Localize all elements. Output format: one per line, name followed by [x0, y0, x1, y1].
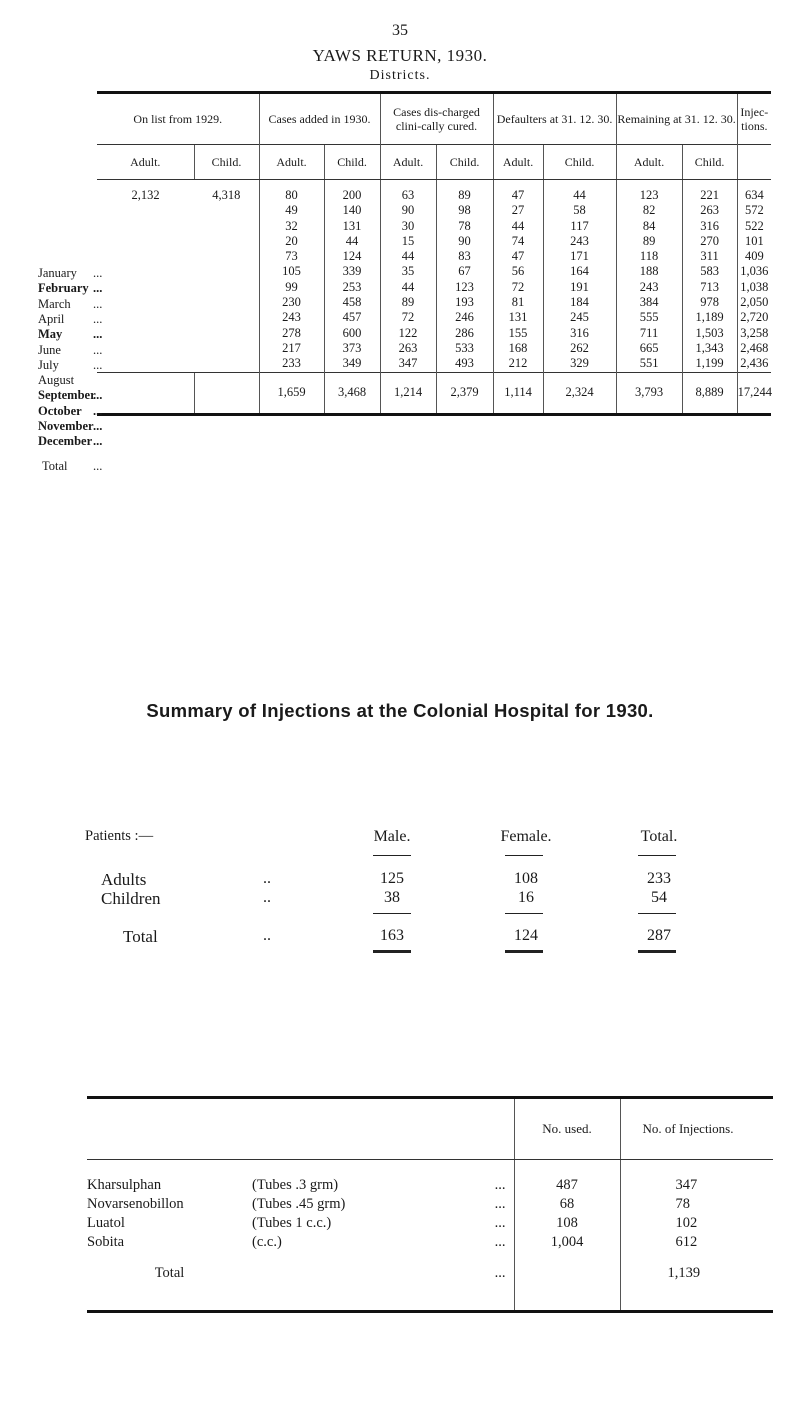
cell-onlist-child [194, 249, 259, 264]
header-on-list: On list from 1929. [97, 93, 259, 145]
cell-remaining-child: 1,503 [682, 326, 737, 341]
cell-defaulters-child: 117 [543, 219, 616, 234]
subheader-adult: Adult. [616, 145, 682, 180]
subheader-adult: Adult. [97, 145, 194, 180]
cell-onlist-adult [97, 203, 194, 218]
cell-added-adult: 49 [259, 203, 324, 218]
table-row [87, 1214, 773, 1233]
no-injections: 102 [620, 1214, 773, 1233]
rule [638, 855, 676, 856]
cell-defaulters-adult: 155 [493, 326, 543, 341]
leader-dots: ... [93, 434, 103, 449]
month-name: December [38, 434, 93, 449]
no-injections: 347 [620, 1160, 773, 1196]
leader-dots: ... [93, 388, 103, 403]
cell-injections: 1,036 [737, 264, 771, 279]
cell-added-adult: 233 [259, 356, 324, 372]
drug-detail: (Tubes 1 c.c.) [252, 1215, 332, 1231]
table-row [97, 234, 771, 249]
month-name: November [38, 419, 94, 433]
injections-table [87, 1096, 773, 1313]
cell-onlist-child [194, 356, 259, 372]
page-title: YAWS RETURN, 1930. [312, 46, 488, 65]
cell-discharged-adult: 72 [380, 310, 436, 325]
drug-detail: (c.c.) [252, 1234, 282, 1250]
cell-injections: 3,258 [737, 326, 771, 341]
cell-onlist-child [194, 264, 259, 279]
rule [505, 913, 543, 914]
total-injections: 1,139 [620, 1252, 773, 1312]
table-row [97, 295, 771, 310]
cell-defaulters-adult: 47 [493, 180, 543, 204]
cell-discharged-child: 193 [436, 295, 493, 310]
total-defaulters-child: 2,324 [543, 372, 616, 414]
col-male: Male. [373, 828, 411, 845]
cell-remaining-child: 270 [682, 234, 737, 249]
cell-defaulters-child: 262 [543, 341, 616, 356]
subheader-adult: Adult. [380, 145, 436, 180]
children-total: 54 [651, 889, 667, 906]
no-injections: 612 [620, 1233, 773, 1252]
cell-added-child: 373 [324, 341, 380, 356]
leader-dots: ... [93, 459, 103, 473]
cell-added-child: 339 [324, 264, 380, 279]
leader-dots: ... [93, 403, 103, 418]
cell-remaining-adult: 118 [616, 249, 682, 264]
cell-discharged-adult: 347 [380, 356, 436, 372]
cell-defaulters-adult: 168 [493, 341, 543, 356]
cell-added-adult: 32 [259, 219, 324, 234]
cell-onlist-child [194, 234, 259, 249]
cell-injections: 572 [737, 203, 771, 218]
month-label [38, 312, 158, 327]
cell-injections: 634 [737, 180, 771, 204]
col-female: Female. [500, 828, 552, 845]
cell-discharged-child: 286 [436, 326, 493, 341]
cell-remaining-child: 1,343 [682, 341, 737, 356]
drug-detail: (Tubes .45 grm) [252, 1196, 346, 1212]
cell-added-child: 200 [324, 180, 380, 204]
subheader-child: Child. [324, 145, 380, 180]
cell-defaulters-adult: 81 [493, 295, 543, 310]
cell-remaining-adult: 711 [616, 326, 682, 341]
subheader-child: Child. [436, 145, 493, 180]
month-label [38, 388, 158, 403]
leader-dots: .. [263, 927, 271, 944]
cell-defaulters-child: 191 [543, 280, 616, 295]
header-defaulters: Defaulters at 31. 12. 30. [493, 93, 616, 145]
table-row [97, 264, 771, 279]
cell-onlist-adult: 2,132 [131, 188, 160, 202]
page-subtitle: Districts. [369, 68, 431, 83]
cell-remaining-child: 1,189 [682, 310, 737, 325]
leader-dots: ... [93, 281, 103, 296]
double-rule [373, 950, 411, 953]
cell-onlist-child [194, 310, 259, 325]
total-female: 124 [514, 927, 538, 944]
drug-name: Kharsulphan [87, 1177, 162, 1193]
cell-remaining-adult: 188 [616, 264, 682, 279]
table-row [87, 1233, 773, 1252]
cell-remaining-adult: 665 [616, 341, 682, 356]
month-name: March [38, 296, 71, 311]
cell-added-child: 458 [324, 295, 380, 310]
cell-defaulters-child: 58 [543, 203, 616, 218]
table-row [97, 180, 771, 204]
table-row [87, 1160, 773, 1196]
total-label: Total [87, 1252, 252, 1312]
cell-remaining-adult: 89 [616, 234, 682, 249]
cell-discharged-adult: 44 [380, 249, 436, 264]
month-label [38, 419, 158, 434]
month-label [38, 404, 158, 419]
table-row [97, 280, 771, 295]
children-female: 16 [518, 889, 534, 906]
cell-remaining-child: 221 [682, 180, 737, 204]
cell-remaining-child: 583 [682, 264, 737, 279]
cell-added-child: 253 [324, 280, 380, 295]
cell-discharged-adult: 30 [380, 219, 436, 234]
table-row [97, 356, 771, 372]
leader-dots: ... [402, 1252, 514, 1312]
total-discharged-adult: 1,214 [380, 372, 436, 414]
cell-added-child: 44 [324, 234, 380, 249]
total-defaulters-adult: 1,114 [493, 372, 543, 414]
total-injections: 17,244 [737, 372, 771, 414]
total-added-child: 3,468 [324, 372, 380, 414]
leader-dots: .. [263, 889, 271, 906]
cell-onlist-child [194, 203, 259, 218]
cell-discharged-adult: 35 [380, 264, 436, 279]
cell-onlist-child [194, 219, 259, 234]
cell-injections: 101 [737, 234, 771, 249]
double-rule [638, 950, 676, 953]
table-row [97, 249, 771, 264]
cell-injections: 522 [737, 219, 771, 234]
cell-discharged-child: 83 [436, 249, 493, 264]
cell-added-child: 140 [324, 203, 380, 218]
row-total-label: Total [123, 927, 158, 946]
no-injections: 78 [620, 1195, 773, 1214]
cell-discharged-child: 78 [436, 219, 493, 234]
cell-defaulters-adult: 27 [493, 203, 543, 218]
cell-defaulters-child: 184 [543, 295, 616, 310]
cell-defaulters-child: 329 [543, 356, 616, 372]
cell-discharged-child: 533 [436, 341, 493, 356]
total-row [87, 1252, 773, 1312]
cell-discharged-child: 90 [436, 234, 493, 249]
rule [638, 913, 676, 914]
total-remaining-adult: 3,793 [616, 372, 682, 414]
leader-dots: ... [93, 419, 103, 433]
cell-added-adult: 80 [259, 180, 324, 204]
cell-added-adult: 217 [259, 341, 324, 356]
total-discharged-child: 2,379 [436, 372, 493, 414]
subheader-child: Child. [194, 145, 259, 180]
month-label [38, 281, 158, 296]
table-row [97, 310, 771, 325]
cell-defaulters-adult: 72 [493, 280, 543, 295]
drug-name: Luatol [87, 1215, 125, 1231]
total-row [97, 372, 771, 414]
cell-injections: 2,468 [737, 341, 771, 356]
cell-remaining-adult: 384 [616, 295, 682, 310]
cell-added-adult: 230 [259, 295, 324, 310]
leader-dots: ... [494, 1196, 506, 1212]
drug-name: Novarsenobillon [87, 1196, 184, 1212]
month-label [38, 358, 158, 373]
cell-remaining-adult: 551 [616, 356, 682, 372]
no-used: 68 [514, 1195, 620, 1214]
cell-remaining-child: 316 [682, 219, 737, 234]
table-row [97, 219, 771, 234]
cell-defaulters-adult: 212 [493, 356, 543, 372]
cell-added-adult: 105 [259, 264, 324, 279]
month-name: January [38, 266, 77, 280]
cell-onlist-child [194, 326, 259, 341]
month-name: August [38, 373, 75, 388]
cell-remaining-child: 978 [682, 295, 737, 310]
patients-label: Patients :— [85, 828, 154, 844]
cell-injections: 2,050 [737, 295, 771, 310]
cell-onlist-child [194, 280, 259, 295]
cell-added-child: 349 [324, 356, 380, 372]
table-row [87, 1195, 773, 1214]
cell-remaining-adult: 123 [616, 180, 682, 204]
cell-added-adult: 243 [259, 310, 324, 325]
cell-discharged-adult: 122 [380, 326, 436, 341]
cell-injections: 2,436 [737, 356, 771, 372]
cell-discharged-adult: 15 [380, 234, 436, 249]
month-label [38, 327, 158, 342]
subheader-child: Child. [682, 145, 737, 180]
table-row [97, 326, 771, 341]
cell-defaulters-child: 171 [543, 249, 616, 264]
cell-remaining-child: 311 [682, 249, 737, 264]
cell-added-child: 600 [324, 326, 380, 341]
cell-discharged-adult: 44 [380, 280, 436, 295]
month-label [38, 434, 158, 449]
leader-dots: ... [93, 327, 103, 342]
subheader-child: Child. [543, 145, 616, 180]
cell-added-adult: 99 [259, 280, 324, 295]
cell-defaulters-adult: 131 [493, 310, 543, 325]
yaws-table [97, 91, 771, 416]
cell-remaining-adult: 82 [616, 203, 682, 218]
leader-dots: .. [263, 870, 271, 887]
cell-added-child: 457 [324, 310, 380, 325]
cell-remaining-child: 1,199 [682, 356, 737, 372]
cell-defaulters-adult: 47 [493, 249, 543, 264]
total-remaining-child: 8,889 [682, 372, 737, 414]
cell-defaulters-child: 243 [543, 234, 616, 249]
month-name: June [38, 342, 61, 357]
cell-onlist-adult [97, 249, 194, 264]
leader-dots: ... [93, 311, 103, 326]
cell-added-child: 124 [324, 249, 380, 264]
header-cases-added: Cases added in 1930. [259, 93, 380, 145]
total-onlist-child [194, 372, 259, 414]
total-male: 163 [380, 927, 404, 944]
rule [373, 913, 411, 914]
cell-onlist-child: 4,318 [212, 188, 241, 202]
col-total: Total. [640, 828, 678, 845]
cell-discharged-adult: 90 [380, 203, 436, 218]
no-used: 487 [514, 1160, 620, 1196]
cell-defaulters-child: 44 [543, 180, 616, 204]
rule [373, 855, 411, 856]
cell-defaulters-adult: 44 [493, 219, 543, 234]
cell-remaining-child: 713 [682, 280, 737, 295]
month-name: May [38, 327, 63, 342]
total-added-adult: 1,659 [259, 372, 324, 414]
adults-total: 233 [647, 870, 671, 887]
total-label [42, 459, 162, 474]
total-total: 287 [647, 927, 671, 944]
drug-detail: (Tubes .3 grm) [252, 1177, 339, 1193]
leader-dots: ... [494, 1234, 506, 1250]
cell-discharged-adult: 63 [380, 180, 436, 204]
cell-discharged-child: 67 [436, 264, 493, 279]
cell-remaining-adult: 555 [616, 310, 682, 325]
cell-added-child: 131 [324, 219, 380, 234]
no-used: 1,004 [514, 1233, 620, 1252]
leader-dots: ... [494, 1177, 506, 1193]
cell-defaulters-adult: 74 [493, 234, 543, 249]
month-name: April [38, 311, 65, 326]
cell-discharged-adult: 89 [380, 295, 436, 310]
cell-injections: 2,720 [737, 310, 771, 325]
leader-dots: ... [93, 342, 103, 357]
no-used: 108 [514, 1214, 620, 1233]
row-children-label: Children [101, 889, 161, 908]
subheader-adult: Adult. [259, 145, 324, 180]
subheader-adult: Adult. [493, 145, 543, 180]
header-remaining: Remaining at 31. 12. 30. [616, 93, 737, 145]
header-no-used: No. used. [514, 1098, 620, 1160]
leader-dots: ... [93, 296, 103, 311]
cell-onlist-child [194, 341, 259, 356]
summary-title: Summary of Injections at the Colonial Hospital for 1930. [146, 700, 654, 721]
cell-defaulters-child: 164 [543, 264, 616, 279]
cell-added-adult: 278 [259, 326, 324, 341]
table-row [97, 341, 771, 356]
total-used [514, 1252, 620, 1312]
cell-onlist-child [194, 295, 259, 310]
cell-added-adult: 73 [259, 249, 324, 264]
cell-discharged-child: 123 [436, 280, 493, 295]
double-rule [505, 950, 543, 953]
cell-remaining-adult: 243 [616, 280, 682, 295]
total-text: Total [42, 459, 68, 473]
row-adults-label: Adults [101, 870, 147, 889]
leader-dots: ... [93, 357, 103, 372]
children-male: 38 [384, 889, 400, 906]
page-number: 35 [392, 22, 408, 39]
month-label [38, 266, 158, 281]
cell-defaulters-child: 245 [543, 310, 616, 325]
header-discharged: Cases dis-charged clini-cally cured. [380, 93, 493, 145]
cell-discharged-child: 98 [436, 203, 493, 218]
adults-female: 108 [514, 870, 538, 887]
cell-remaining-child: 263 [682, 203, 737, 218]
table-row [97, 203, 771, 218]
month-name: February [38, 281, 89, 296]
header-injections: Injec-tions. [737, 93, 771, 145]
leader-dots: ... [494, 1215, 506, 1231]
month-label [38, 343, 158, 358]
month-name: September [38, 388, 96, 403]
cell-discharged-child: 246 [436, 310, 493, 325]
cell-onlist-adult [97, 234, 194, 249]
cell-defaulters-child: 316 [543, 326, 616, 341]
cell-onlist-adult [97, 219, 194, 234]
cell-added-adult: 20 [259, 234, 324, 249]
month-label [38, 297, 158, 312]
month-name: July [38, 357, 59, 372]
cell-discharged-adult: 263 [380, 341, 436, 356]
cell-injections: 1,038 [737, 280, 771, 295]
adults-male: 125 [380, 870, 404, 887]
cell-injections: 409 [737, 249, 771, 264]
cell-defaulters-adult: 56 [493, 264, 543, 279]
month-label [38, 373, 158, 388]
cell-remaining-adult: 84 [616, 219, 682, 234]
leader-dots: ... [93, 266, 103, 280]
cell-discharged-child: 493 [436, 356, 493, 372]
cell-discharged-child: 89 [436, 180, 493, 204]
header-no-injections: No. of Injections. [620, 1098, 773, 1160]
month-name: October [38, 403, 82, 418]
rule [505, 855, 543, 856]
drug-name: Sobita [87, 1234, 125, 1250]
